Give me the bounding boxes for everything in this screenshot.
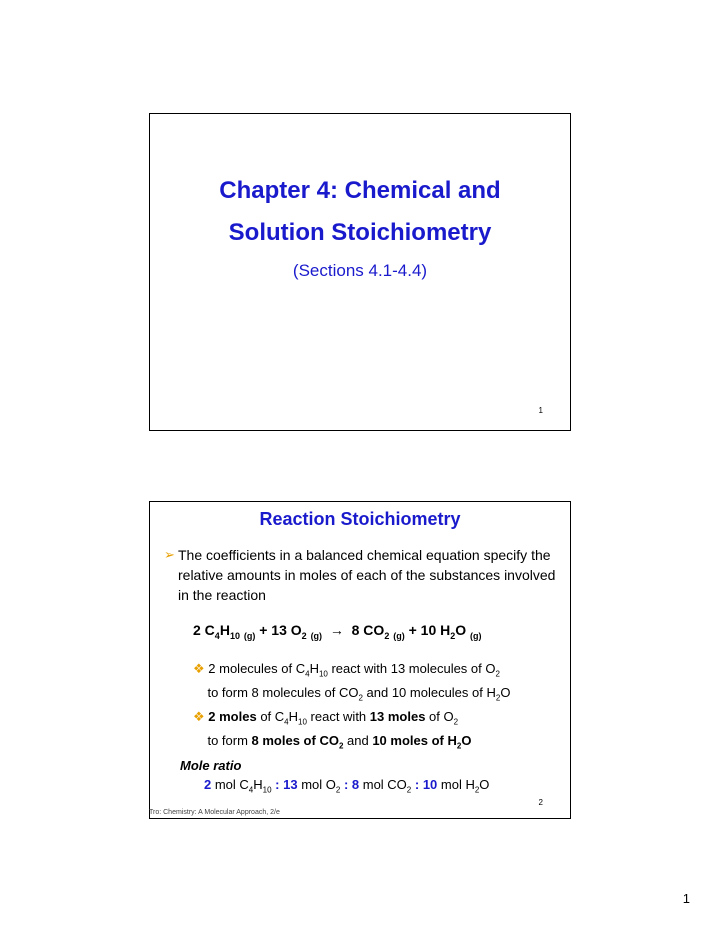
sub-bullet-moles: ❖ 2 moles of $C_4H_{10}$ react with 13 moles of $O_2$ to form 8 moles of $CO_2$ and 10 moles of $H_2O$	[193, 709, 472, 751]
sub-bullet-molecules: ❖ 2 molecules of $C_4H_{10}$ react with 13 molecules of $O_2$ to form 8 molecules of $CO_2$ and 10 molecules of $H_2O$	[193, 661, 511, 703]
slide-2	[149, 501, 571, 819]
slide1-title-line1: Chapter 4: Chemical and	[219, 177, 501, 204]
diamond-bullet-icon: ❖	[193, 709, 205, 724]
reaction-arrow-icon: →	[329, 622, 344, 638]
diamond-bullet-icon: ❖	[193, 661, 205, 676]
slide-1	[149, 113, 571, 431]
mole-ratio-label: Mole ratio	[180, 758, 242, 773]
chemical-equation: 2 $C_4H_{10}$ $_{(g)}$ + 13 $O_2$ $_{(g)}$ → 8 $CO_2$ $_{(g)}$ + 10 $H_2O$ $_{(g)}$	[193, 622, 482, 641]
mole-ratio: 2 mol $C_4H_{10}$ : 13 mol $O_2$ : 8 mol $CO_2$ : 10 mol $H_2O$	[204, 777, 490, 795]
slide2-number: 2	[538, 798, 543, 807]
slide1-title-line2: Solution Stoichiometry	[228, 219, 492, 246]
main-bullet	[164, 545, 564, 605]
page-number: 1	[682, 891, 690, 906]
slide1-subtitle: (Sections 4.1-4.4)	[292, 261, 428, 280]
main-bullet-text: The coefficients in a balanced chemical equation specify the relative amounts in moles of each of the substances involved in the reaction	[178, 547, 556, 603]
footer-credit: Tro: Chemistry: A Molecular Approach, 2/e	[149, 809, 280, 816]
slide2-title: Reaction Stoichiometry	[259, 509, 461, 529]
slide1-number: 1	[538, 406, 543, 415]
arrow-bullet-icon: ➢	[164, 547, 175, 562]
